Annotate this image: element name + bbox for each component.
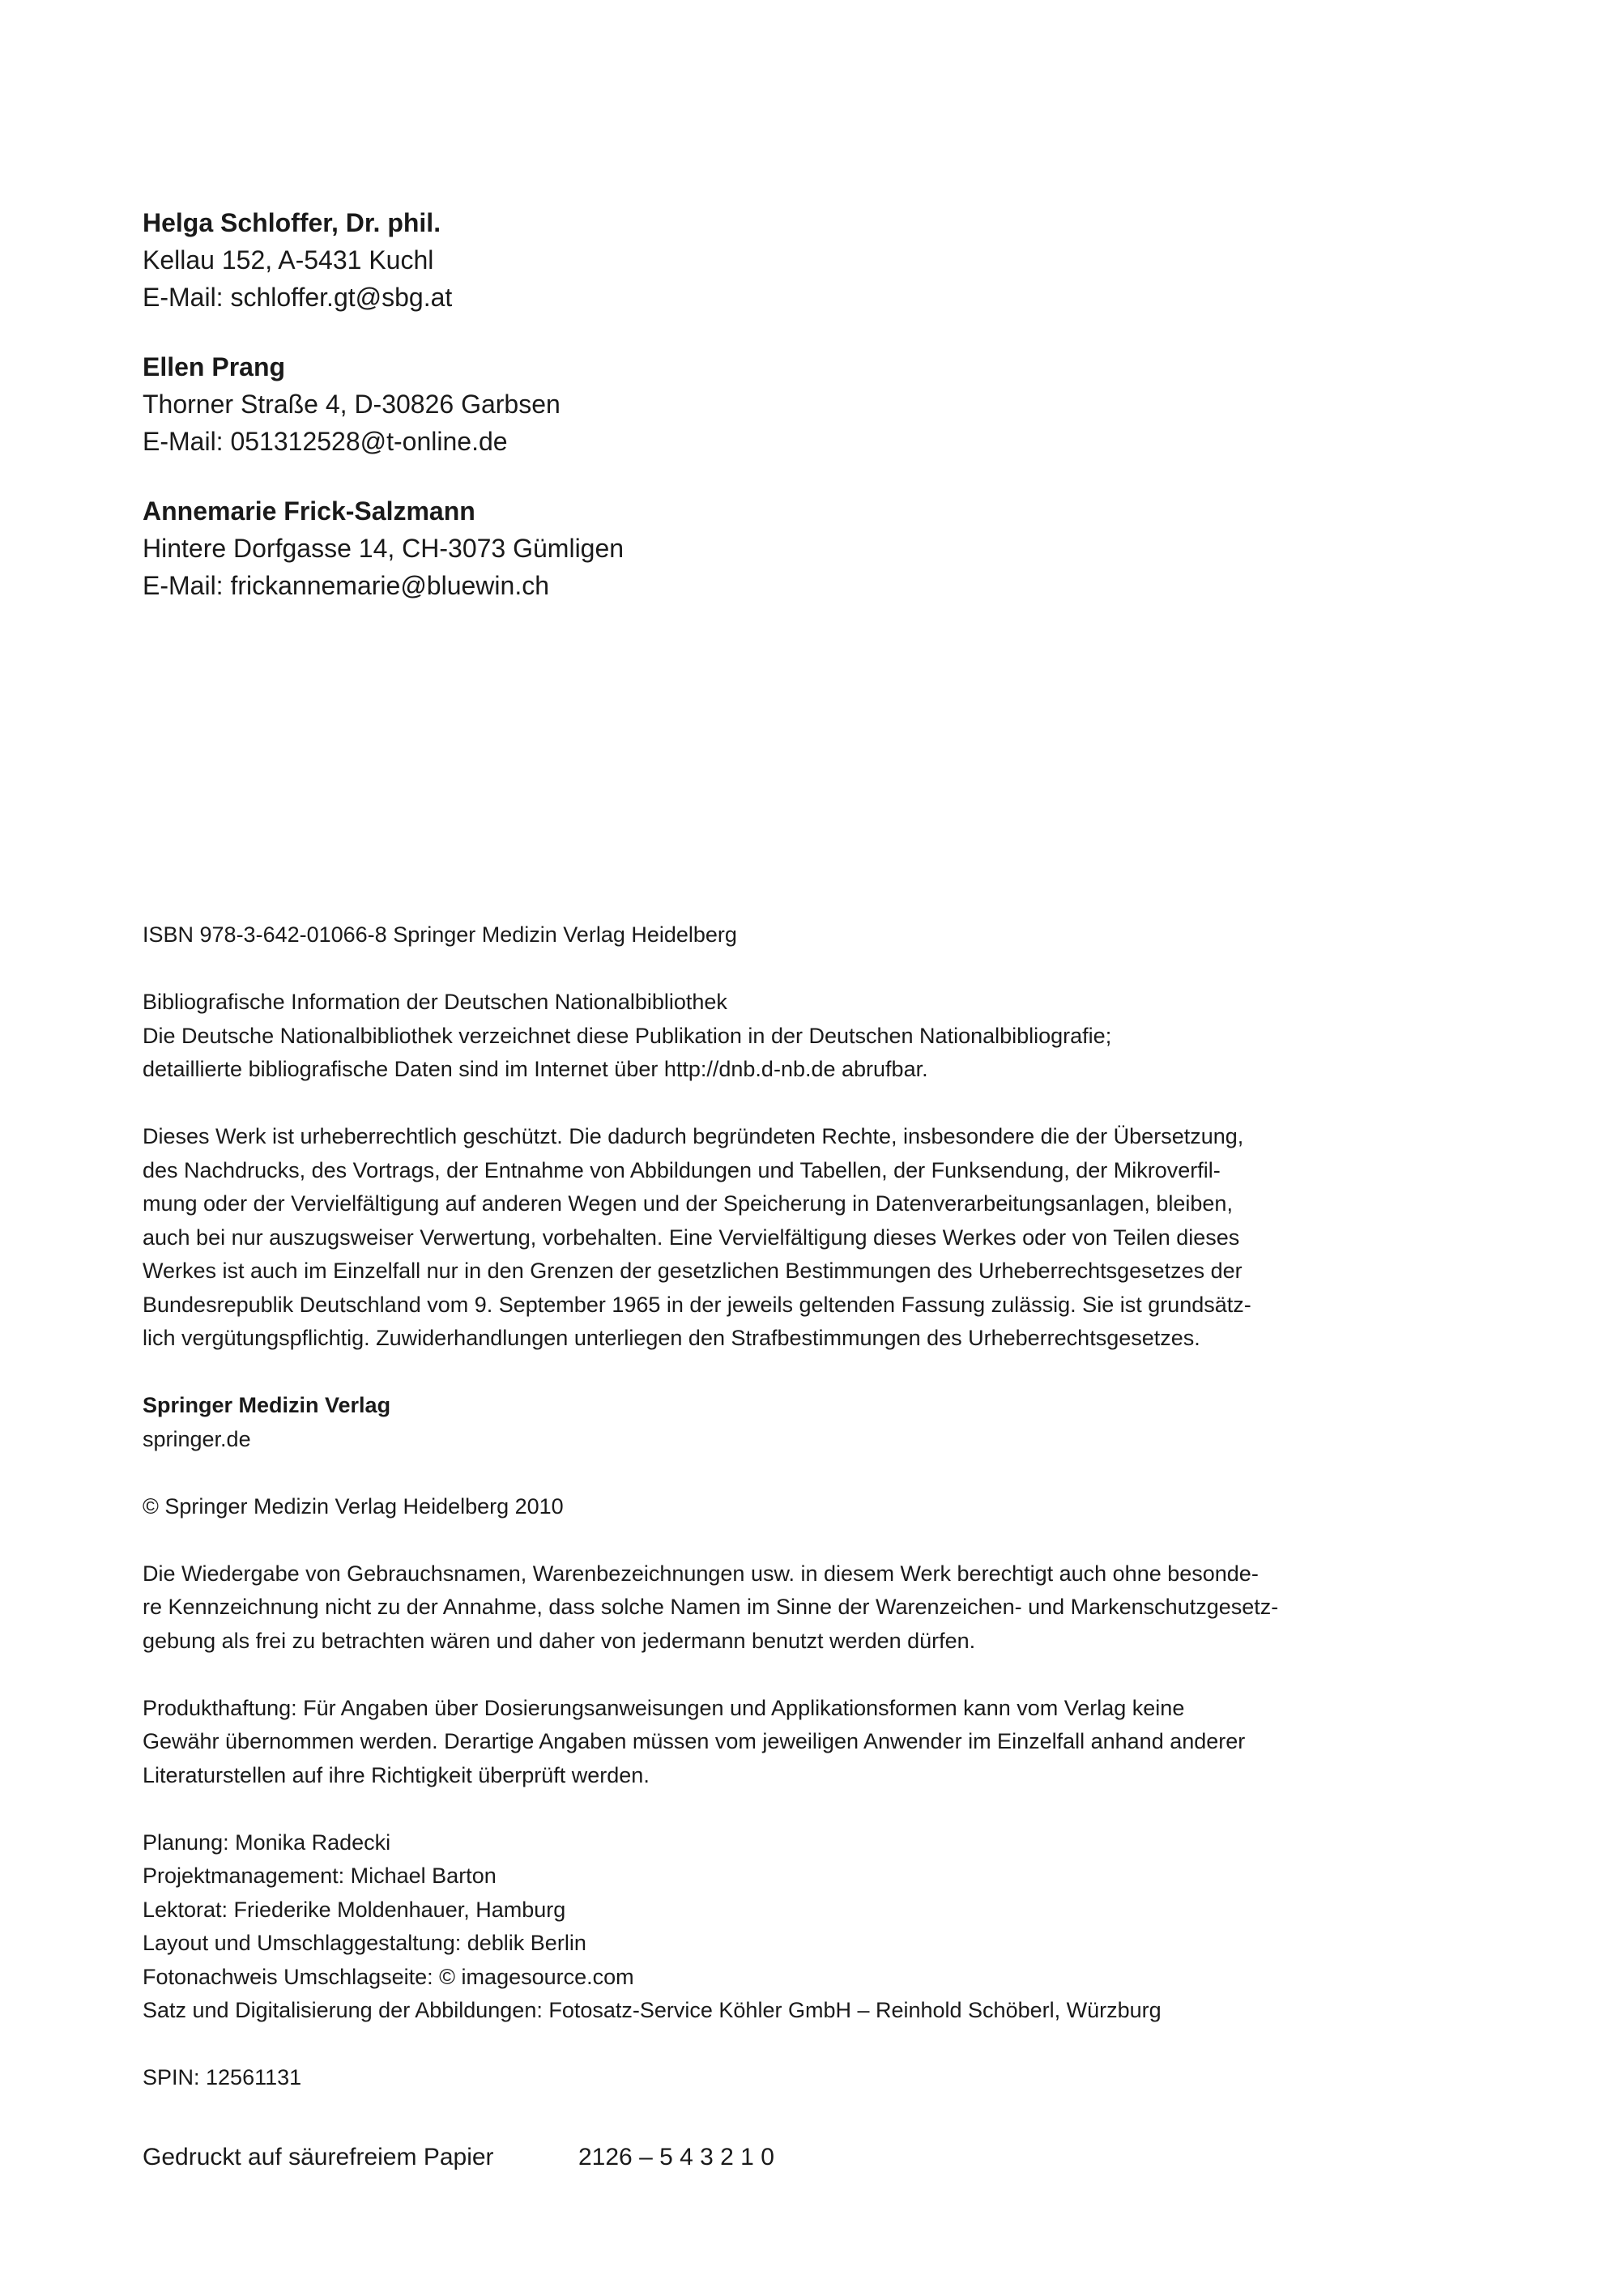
author-entry: [143, 492, 1406, 604]
text-line: Bundesrepublik Deutschland vom 9. September 1965 in der jeweils geltenden Fassung zulässig. Sie ist grundsätz-: [143, 1292, 1251, 1317]
author-address: Kellau 152, A-5431 Kuchl: [143, 245, 434, 275]
text-line: Literaturstellen auf ihre Richtigkeit überprüft werden.: [143, 1762, 650, 1787]
author-email: E-Mail: 051312528@t-online.de: [143, 427, 508, 456]
text-line: auch bei nur auszugsweiser Verwertung, vorbehalten. Eine Vervielfältigung dieses Werkes oder von Teilen dieses: [143, 1225, 1240, 1250]
credit-line: Fotonachweis Umschlagseite: © imagesource.com: [143, 1964, 634, 1989]
credit-line: Satz und Digitalisierung der Abbildungen: Fotosatz-Service Köhler GmbH – Reinhold Schöberl, Würzburg: [143, 1998, 1162, 2022]
paper-note: Gedruckt auf säurefreiem Papier: [143, 2144, 494, 2170]
trademark-notice: [143, 1557, 1406, 1659]
text-line: Bibliografische Information der Deutschen Nationalbibliothek: [143, 990, 727, 1014]
author-name: Ellen Prang: [143, 352, 286, 381]
text-line: Gewähr übernommen werden. Derartige Angaben müssen vom jeweiligen Anwender im Einzelfall anhand anderer: [143, 1729, 1246, 1753]
text-line: Dieses Werk ist urheberrechtlich geschützt. Die dadurch begründeten Rechte, insbesondere die der Übersetzung,: [143, 1124, 1244, 1148]
copyright-line: © Springer Medizin Verlag Heidelberg 2010: [143, 1493, 564, 1519]
author-entry: [143, 348, 1406, 460]
credit-line: Planung: Monika Radecki: [143, 1830, 391, 1855]
author-email: E-Mail: schloffer.gt@sbg.at: [143, 283, 453, 312]
publisher-url: springer.de: [143, 1426, 251, 1451]
author-address: Thorner Straße 4, D-30826 Garbsen: [143, 390, 561, 419]
credit-line: Lektorat: Friederike Moldenhauer, Hamburg: [143, 1897, 566, 1922]
publisher-info: [143, 1389, 1406, 1456]
author-email: E-Mail: frickannemarie@bluewin.ch: [143, 571, 549, 600]
author-name: Helga Schloffer, Dr. phil.: [143, 208, 441, 237]
credits: [143, 1826, 1406, 2028]
bibliographic-info: [143, 986, 1406, 1087]
publisher-name: Springer Medizin Verlag: [143, 1393, 391, 1417]
text-line: detaillierte bibliografische Daten sind im Internet über http://dnb.d-nb.de abrufbar.: [143, 1057, 928, 1081]
author-entry: [143, 204, 1406, 316]
text-line: re Kennzeichnung nicht zu der Annahme, dass solche Namen im Sinne der Warenzeichen- und Markenschutzgesetz-: [143, 1595, 1279, 1619]
text-line: lich vergütungspflichtig. Zuwiderhandlungen unterliegen den Strafbestimmungen des Urheberrechtsgesetzes.: [143, 1326, 1200, 1350]
author-name: Annemarie Frick-Salzmann: [143, 496, 475, 526]
print-code: 2126 – 5 4 3 2 1 0: [578, 2144, 774, 2170]
credit-line: Projektmanagement: Michael Barton: [143, 1864, 497, 1888]
isbn-line: ISBN 978-3-642-01066-8 Springer Medizin Verlag Heidelberg: [143, 922, 737, 947]
text-line: mung oder der Vervielfältigung auf anderen Wegen und der Speicherung in Datenverarbeitungsanlagen, bleiben,: [143, 1191, 1233, 1216]
author-list: [143, 204, 1406, 637]
text-line: Werkes ist auch im Einzelfall nur in den Grenzen der gesetzlichen Bestimmungen des Urheberrechtsgesetzes der: [143, 1259, 1243, 1283]
text-line: gebung als frei zu betrachten wären und daher von jedermann benutzt werden dürfen.: [143, 1628, 976, 1653]
spin-line: SPIN: 12561131: [143, 2065, 302, 2089]
text-line: Die Wiedergabe von Gebrauchsnamen, Warenbezeichnungen usw. in diesem Werk berechtigt auch ohne besonde-: [143, 1561, 1259, 1586]
imprint-block: [143, 918, 1406, 2128]
spin-paragraph: [143, 2061, 1406, 2095]
liability-notice: [143, 1692, 1406, 1793]
isbn-paragraph: [143, 918, 1406, 952]
text-line: Produkthaftung: Für Angaben über Dosierungsanweisungen und Applikationsformen kann vom Verlag keine: [143, 1695, 1185, 1720]
copyright-line-paragraph: [143, 1490, 1406, 1524]
author-address: Hintere Dorfgasse 14, CH-3073 Gümligen: [143, 534, 624, 563]
text-line: des Nachdrucks, des Vortrags, der Entnahme von Abbildungen und Tabellen, der Funksendung, der Mikroverfil-: [143, 1157, 1221, 1182]
printing-info: [143, 2140, 774, 2175]
text-line: Die Deutsche Nationalbibliothek verzeichnet diese Publikation in der Deutschen Nationalbibliografie;: [143, 1023, 1112, 1048]
copyright-notice: [143, 1120, 1406, 1356]
credit-line: Layout und Umschlaggestaltung: deblik Berlin: [143, 1931, 586, 1955]
